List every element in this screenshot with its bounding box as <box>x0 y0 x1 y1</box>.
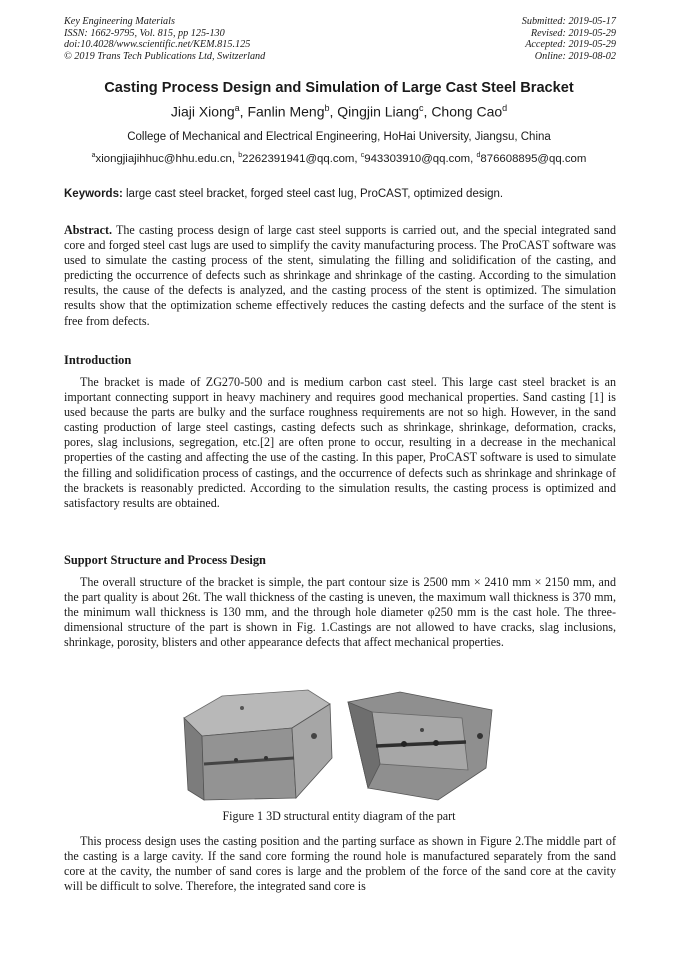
journal-name: Key Engineering Materials <box>64 16 175 27</box>
emails: $^a$xiongjiajihhuc@hhu.edu.cn, $^b$2262391941@qq.com, $^c$943303910@qq.com, $^d$876608895@qq.com <box>91 152 587 165</box>
abstract <box>64 223 616 329</box>
journal-info <box>64 16 265 62</box>
support-heading: Support Structure and Process Design <box>64 553 266 567</box>
bracket-view-right <box>342 688 497 806</box>
author-name: Jiaji Xiong <box>170 103 235 120</box>
keywords <box>64 188 616 200</box>
support-text: The overall structure of the bracket is simple, the part contour size is 2500 mm × 2410 mm × 2150 mm, and the part quality is about 26t. The wall thickness of the casting is uneven, the maximum wall thickness is 370 mm, the minimum wall thickness is 130 mm, and the through hole diameter φ250 mm is the cast hole. The three-dimensional structure of the part is shown in Fig. 1.Castings are not allowed to have cracks, slag inclusions, shrinkage, porosity, blisters and other appearance defects that affect mechanical properties. <box>64 575 616 650</box>
process-text: This process design uses the casting position and the parting surface as shown in Figure 2.The middle part of the casting is a large cavity. If the sand core forming the round hole is manufactured separately from the sand core at the cavity, the number of sand cores is large and the problem of the force of the sand core at the cavity will be difficult to solve. Therefore, the integrated sand core is <box>64 834 616 894</box>
copyright: © 2019 Trans Tech Publications Ltd, Switzerland <box>64 50 266 62</box>
introduction-heading: Introduction <box>64 353 132 367</box>
author-sup: c <box>419 103 424 113</box>
email-sup: d <box>476 152 481 159</box>
abstract-text: The casting process design of large cast steel supports is carried out, and the special integrated sand core and forged steel cast lugs are used to simplify the cavity manufacturing process. The ProCAST software was used to simulate the casting process of the stent, simulating the filling and solidification of the casting, and predicting the occurrence of defects such as shrinkage and shrinkage of the casting. According to the simulation results, the cause of the defects is analyzed, and the casting process of the stent is optimized. The simulation results show that the optimization scheme effectively reduces the casting defects and the surface of the stent is free from defects. <box>64 223 616 328</box>
author-sup: d <box>502 103 508 113</box>
submitted-date: Submitted: 2019-05-17 <box>521 16 616 27</box>
author-name: Chong Cao <box>431 103 503 120</box>
doi: doi:10.4028/www.scientific.net/KEM.815.125 <box>64 39 251 51</box>
email-address: xiongjiajihhuc@hhu.edu.cn <box>95 152 232 165</box>
accepted-date: Accepted: 2019-05-29 <box>525 39 616 51</box>
paper-title: Casting Process Design and Simulation of Large Cast Steel Bracket <box>104 80 574 96</box>
affiliation: College of Mechanical and Electrical Engineering, HoHai University, Jiangsu, China <box>127 131 551 143</box>
email-address: 876608895@qq.com <box>480 152 587 165</box>
email-sup: c <box>360 152 365 159</box>
keywords-text: large cast steel bracket, forged steel cast lug, ProCAST, optimized design. <box>126 188 504 200</box>
email-sup: a <box>91 152 96 159</box>
author-name: Fanlin Meng <box>247 103 325 120</box>
email-address: 943303910@qq.com <box>364 152 471 165</box>
author-sup: a <box>234 103 240 113</box>
abstract-label: Abstract. <box>64 223 113 237</box>
author-name: Qingjin Liang <box>337 103 420 120</box>
figure-caption: Figure 1 3D structural entity diagram of the part <box>222 809 456 823</box>
online-date: Online: 2019-08-02 <box>534 50 616 62</box>
bracket-view-left <box>180 688 335 803</box>
keywords-label: Keywords: <box>64 188 123 200</box>
issn: ISSN: 1662-9795, Vol. 815, pp 125-130 <box>64 27 225 39</box>
introduction-text: The bracket is made of ZG270-500 and is medium carbon cast steel. This large cast steel bracket is an important connecting support in heavy machinery and requires good mechanical properties. Sand casting [1] is used because the parts are bulky and the surface roughness requirements are not so high. However, in the sand casting production of large steel castings, casting defects such as shrinkage, shrinkage, deformation, cracks, pores, slag inclusions, segregation, etc.[2] are often prone to occur, resulting in a decrease in the mechanical properties of the casting and affecting the use of the casting. In this paper, ProCAST software is used to simulate the filling and solidification process of castings, and the occurrence of defects such as shrinkage and shrinkage of the brackets is reasonably predicted. According to the simulation results, the casting process is optimized and satisfactory results are obtained. <box>64 375 616 510</box>
dates-info <box>522 16 616 62</box>
email-address: 2262391941@qq.com <box>242 152 355 165</box>
authors: Jiaji Xiong$^a$, Fanlin Meng$^b$, Qingjin Liang$^c$, Chong Cao$^d$ <box>170 103 508 120</box>
revised-date: Revised: 2019-05-29 <box>530 27 616 39</box>
email-sup: b <box>238 152 243 159</box>
author-sup: b <box>324 103 330 113</box>
